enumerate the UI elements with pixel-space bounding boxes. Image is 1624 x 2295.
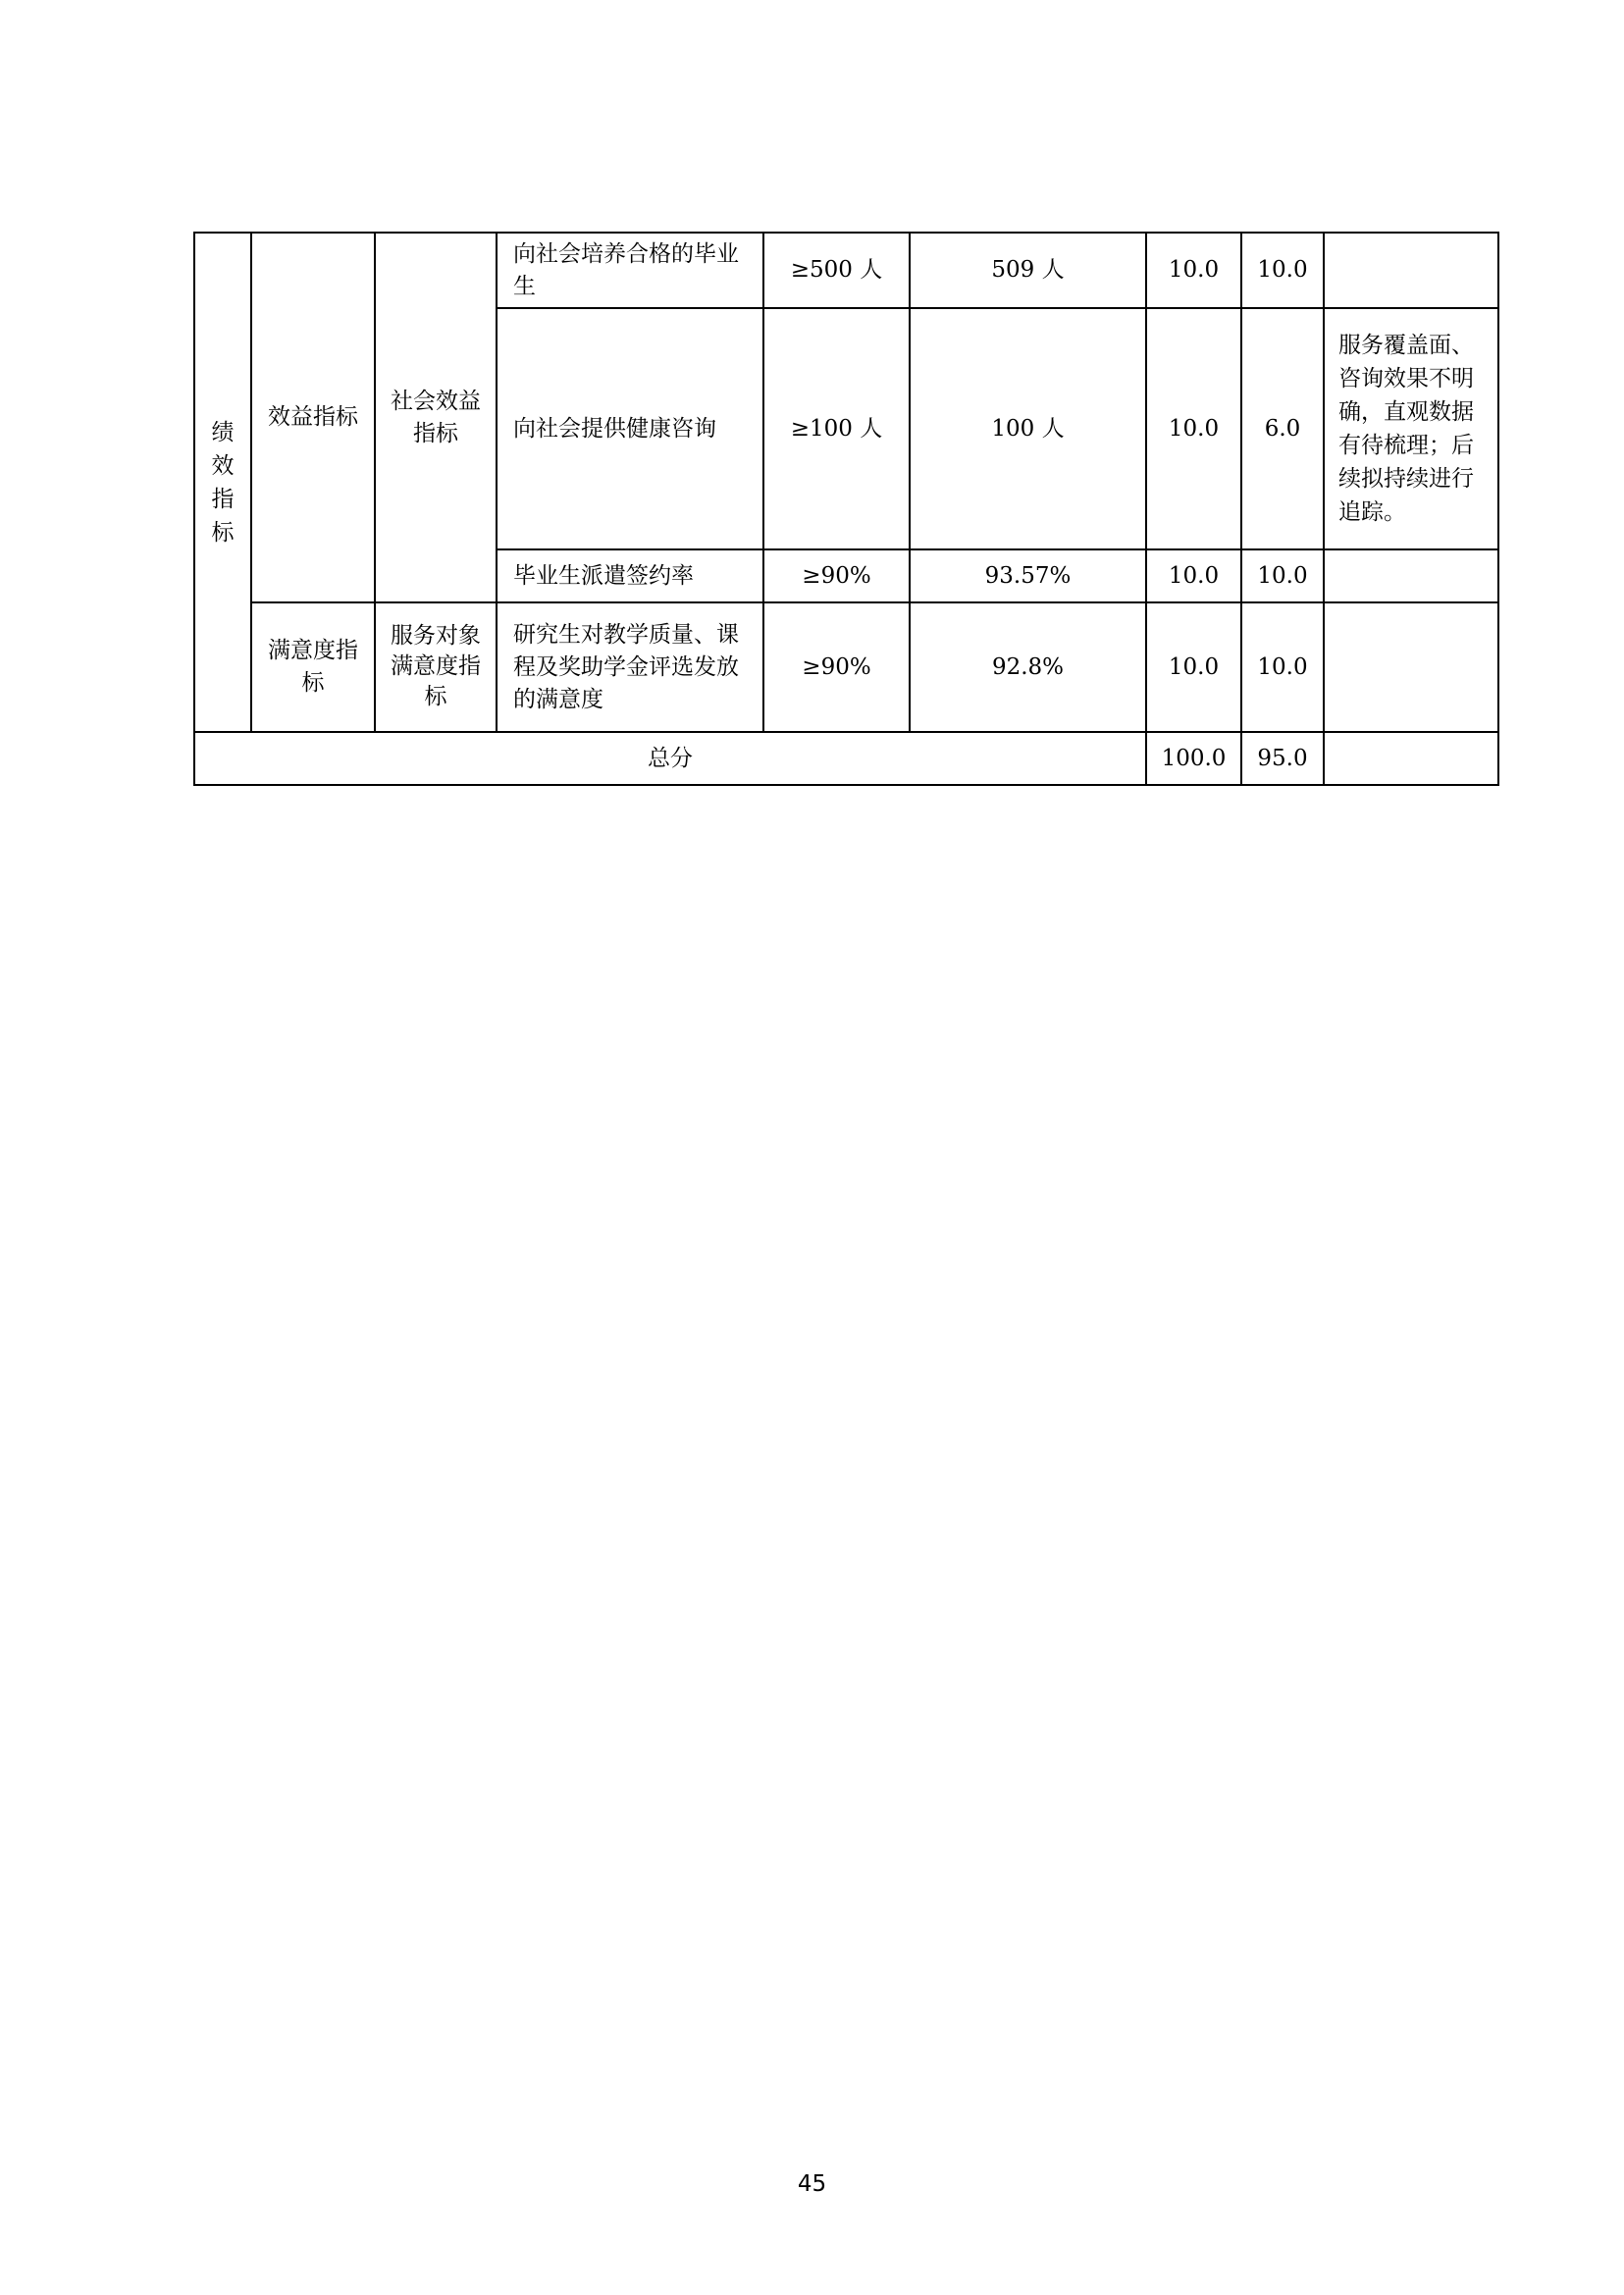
weight-value: 10.0: [1146, 549, 1241, 602]
indicator-name: 向社会培养合格的毕业生: [497, 233, 763, 308]
total-label: 总分: [194, 732, 1146, 785]
weight-value: 10.0: [1146, 308, 1241, 549]
performance-indicator-table: [193, 232, 1499, 786]
actual-value: 93.57%: [910, 549, 1146, 602]
indicator-name: 研究生对教学质量、课程及奖助学金评选发放的满意度: [497, 602, 763, 732]
actual-value: 92.8%: [910, 602, 1146, 732]
level2-label: 满意度指标: [268, 638, 358, 696]
target-value: ≥90%: [763, 549, 910, 602]
score-value: 10.0: [1241, 602, 1324, 732]
actual-value: 509 人: [910, 233, 1146, 308]
total-weight: 100.0: [1146, 732, 1241, 785]
score-value: 6.0: [1241, 308, 1324, 549]
weight-value: 10.0: [1146, 602, 1241, 732]
level3-label: 服务对象满意度指标: [391, 623, 481, 709]
total-score: 95.0: [1241, 732, 1324, 785]
target-value: ≥90%: [763, 602, 910, 732]
level2-label: 效益指标: [268, 404, 358, 430]
table-row: [194, 233, 1498, 308]
level3-cell-benefit: [375, 233, 497, 602]
table-row: [194, 602, 1498, 732]
score-value: 10.0: [1241, 233, 1324, 308]
level3-cell-satisfaction: [375, 602, 497, 732]
weight-value: 10.0: [1146, 233, 1241, 308]
indicator-name: 毕业生派遣签约率: [497, 549, 763, 602]
page-number: 45: [797, 2171, 827, 2197]
actual-value: 100 人: [910, 308, 1146, 549]
score-value: 10.0: [1241, 549, 1324, 602]
level3-label: 社会效益指标: [391, 388, 481, 446]
target-value: ≥100 人: [763, 308, 910, 549]
total-note: [1324, 732, 1498, 785]
total-row: [194, 732, 1498, 785]
note-cell: 服务覆盖面、咨询效果不明确，直观数据有待梳理；后续拟持续进行追踪。: [1324, 308, 1498, 549]
note-cell: [1324, 602, 1498, 732]
indicator-name: 向社会提供健康咨询: [497, 308, 763, 549]
category-level1: 绩效指标: [211, 419, 235, 546]
level2-cell-benefit: [251, 233, 375, 602]
note-cell: [1324, 549, 1498, 602]
category-level1-cell: [194, 233, 251, 732]
note-cell: [1324, 233, 1498, 308]
target-value: ≥500 人: [763, 233, 910, 308]
level2-cell-satisfaction: [251, 602, 375, 732]
